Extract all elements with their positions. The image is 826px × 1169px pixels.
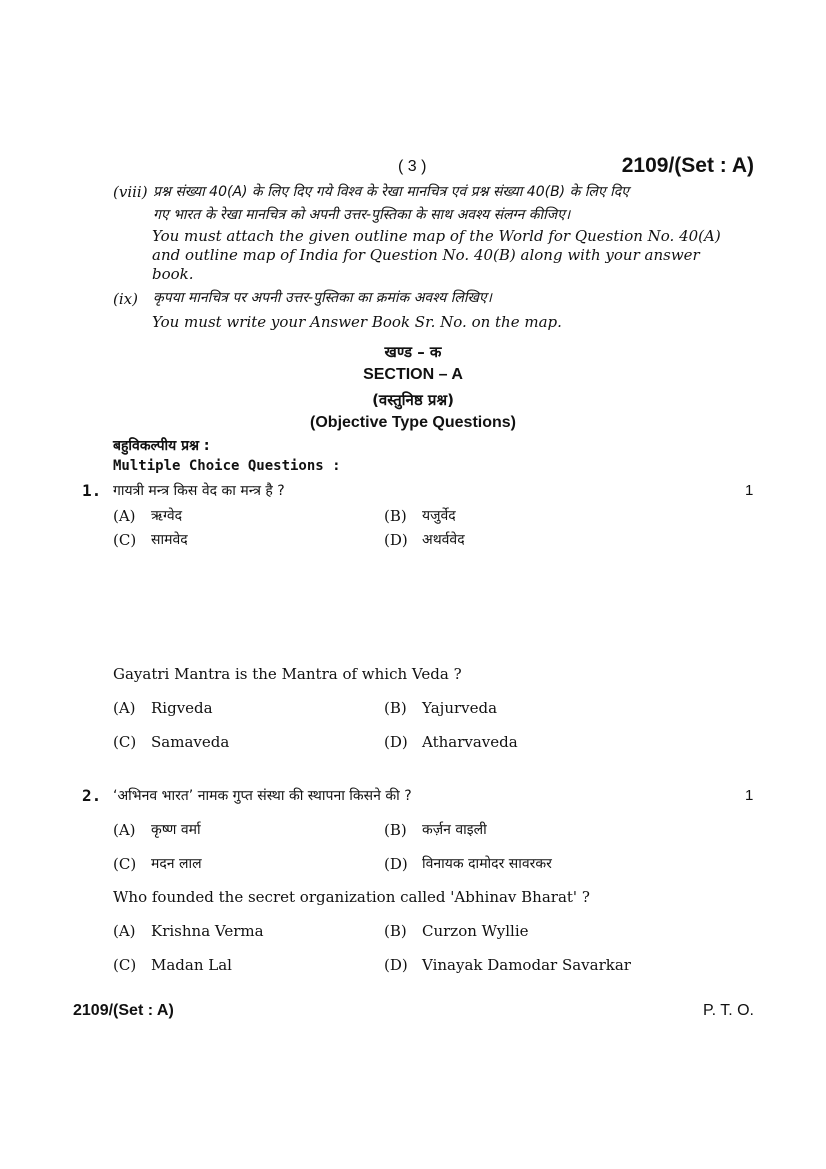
option-label: (C) (113, 956, 137, 974)
option-label: (A) (113, 507, 136, 525)
question-2-english-text: Who founded the secret organization called 'Abhinav Bharat' ? (113, 888, 590, 906)
option-text: ऋग्वेद (151, 508, 183, 524)
instruction-ix-hindi-line1: कृपया मानचित्र पर अपनी उत्तर-पुस्तिका का क्रमांक अवश्य लिखिए। (153, 290, 492, 306)
option-text: Atharvaveda (422, 733, 518, 751)
question-1-marks: 1 (745, 482, 754, 499)
instruction-viii-english-line2: and outline map of India for Question No. 40(B) along with your answer (152, 246, 700, 264)
option-label: (D) (384, 531, 408, 549)
option-label: (B) (384, 699, 407, 717)
option-label: (C) (113, 855, 137, 873)
set-code-footer: 2109/(Set : A) (73, 1002, 174, 1019)
question-2-marks: 1 (745, 787, 754, 804)
option-text: Rigveda (151, 699, 213, 717)
option-label: (B) (384, 922, 407, 940)
instruction-marker-ix: (ix) (113, 290, 138, 308)
option-text: कृष्ण वर्मा (151, 822, 201, 838)
option-text: कर्ज़न वाइली (422, 822, 487, 838)
option-label: (A) (113, 821, 136, 839)
question-1-hindi-text: गायत्री मन्त्र किस वेद का मन्त्र है ? (113, 483, 285, 499)
option-label: (A) (113, 922, 136, 940)
instruction-viii-hindi-line2: गए भारत के रेखा मानचित्र को अपनी उत्तर-पुस्तिका के साथ अवश्य संलग्न कीजिए। (153, 207, 571, 223)
option-text: सामवेद (151, 532, 188, 548)
instruction-marker-viii: (viii) (113, 183, 148, 201)
section-hindi-title: खण्ड – क (384, 343, 442, 361)
option-label: (C) (113, 733, 137, 751)
section-english-subtitle: (Objective Type Questions) (310, 414, 516, 431)
mcq-english-heading: Multiple Choice Questions : (113, 458, 341, 474)
option-text: Madan Lal (151, 956, 232, 974)
question-1-english-text: Gayatri Mantra is the Mantra of which Veda ? (113, 665, 462, 683)
option-text: Yajurveda (422, 699, 498, 717)
option-text: Samaveda (151, 733, 230, 751)
instruction-viii-english-line3: book. (152, 265, 194, 283)
question-number: 2. (82, 786, 102, 805)
option-text: Vinayak Damodar Savarkar (422, 956, 631, 974)
page-number: ( 3 ) (398, 158, 427, 175)
instruction-viii-english-line1: You must attach the given outline map of the World for Question No. 40(A) (152, 227, 721, 245)
option-text: अथर्ववेद (422, 532, 465, 548)
option-label: (D) (384, 855, 408, 873)
option-text: Krishna Verma (151, 922, 264, 940)
option-label: (D) (384, 956, 408, 974)
option-text: यजुर्वेद (422, 508, 456, 524)
section-english-title: SECTION – A (363, 366, 463, 383)
option-label: (B) (384, 507, 407, 525)
section-hindi-subtitle: (वस्तुनिष्ठ प्रश्न) (372, 391, 454, 409)
option-label: (C) (113, 531, 137, 549)
pto-label: P. T. O. (703, 1002, 754, 1019)
option-text: मदन लाल (151, 856, 202, 872)
question-number: 1. (82, 481, 102, 500)
option-text: विनायक दामोदर सावरकर (422, 856, 552, 872)
set-code-header: 2109/(Set : A) (621, 154, 754, 177)
option-label: (B) (384, 821, 407, 839)
option-text: Curzon Wyllie (422, 922, 529, 940)
instruction-viii-hindi-line1: प्रश्न संख्या 40(A) के लिए दिए गये विश्व के रेखा मानचित्र एवं प्रश्न संख्या 40(B) के लिए दिए (153, 184, 629, 200)
question-2-hindi-text: ‘अभिनव भारत’ नामक गुप्त संस्था की स्थापना किसने की ? (113, 788, 412, 804)
option-label: (A) (113, 699, 136, 717)
instruction-ix-english-line1: You must write your Answer Book Sr. No. on the map. (152, 313, 562, 331)
mcq-hindi-heading: बहुविकल्पीय प्रश्न : (113, 438, 210, 454)
option-label: (D) (384, 733, 408, 751)
